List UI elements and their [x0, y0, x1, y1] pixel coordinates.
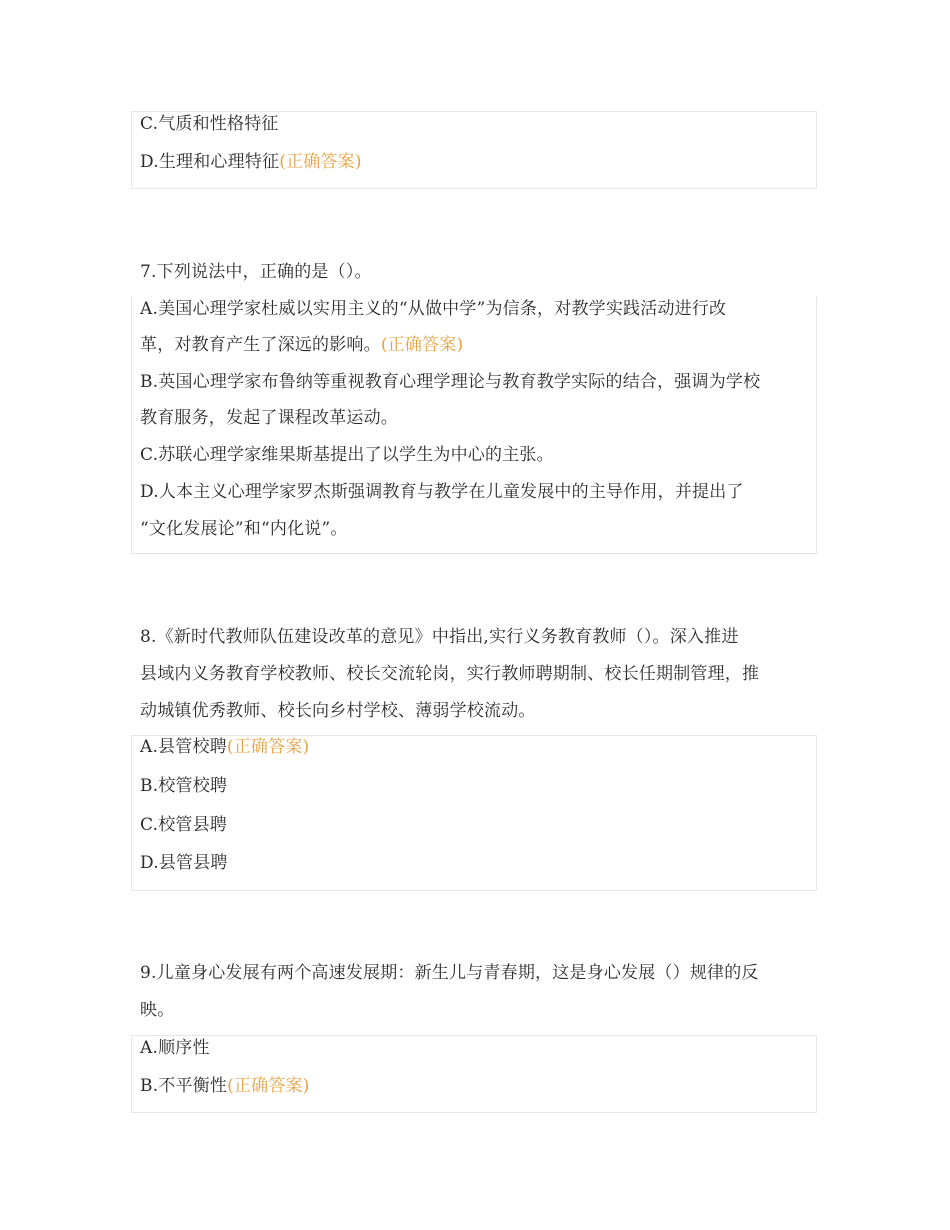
q8-question-line1: 8.《新时代教师队伍建设改革的意见》中指出,实行义务教育教师（）。深入推进	[140, 627, 739, 647]
q7-option-a-line2[interactable]	[140, 327, 816, 363]
option-text: D.县管县聘	[140, 853, 228, 873]
q9-option-b[interactable]	[140, 1068, 816, 1104]
option-text: A.县管校聘	[140, 737, 227, 757]
option-text: C.苏联心理学家维果斯基提出了以学生为中心的主张。	[140, 445, 554, 465]
q7-option-a-line1[interactable]	[140, 291, 816, 327]
correct-answer-tag: (正确答案)	[279, 152, 362, 172]
option-text: D.人本主义心理学家罗杰斯强调教育与教学在儿童发展中的主导作用，并提出了	[140, 482, 744, 502]
q7-option-c[interactable]	[140, 437, 816, 473]
option-text: B.英国心理学家布鲁纳等重视教育心理学理论与教育教学实际的结合，强调为学校	[140, 372, 761, 392]
correct-answer-tag: (正确答案)	[226, 737, 310, 757]
q9-option-a[interactable]	[140, 1030, 816, 1066]
q6-option-d[interactable]	[140, 144, 816, 180]
q8-option-d[interactable]	[140, 845, 816, 881]
q8-option-c[interactable]	[140, 807, 816, 843]
option-text: D.生理和心理特征	[140, 152, 280, 172]
option-text: A.顺序性	[140, 1038, 210, 1058]
option-text: “文化发展论”和“内化说”。	[140, 519, 348, 539]
q9-question-line2: 映。	[140, 1000, 175, 1020]
q9-question-line1: 9.儿童身心发展有两个高速发展期：新生儿与青春期，这是身心发展（）规律的反	[140, 963, 759, 983]
q7-option-d-line1[interactable]	[140, 474, 816, 510]
option-text: B.校管校聘	[140, 776, 228, 796]
option-text: C.气质和性格特征	[140, 114, 279, 134]
correct-answer-tag: (正确答案)	[380, 335, 464, 355]
q7-option-d-line2[interactable]	[140, 511, 816, 547]
q6-option-c[interactable]	[140, 106, 816, 142]
option-text: B.不平衡性	[140, 1076, 228, 1096]
option-text: 革，对教育产生了深远的影响。	[140, 335, 381, 355]
q8-option-a[interactable]	[140, 729, 816, 765]
q8-option-b[interactable]	[140, 768, 816, 804]
q8-question-line2: 县域内义务教育学校教师、校长交流轮岗，实行教师聘期制、校长任期制管理，推	[140, 664, 760, 684]
option-text: C.校管县聘	[140, 815, 228, 835]
option-text: A.美国心理学家杜威以实用主义的“从做中学”为信条，对教学实践活动进行改	[140, 299, 727, 319]
q8-question-line3: 动城镇优秀教师、校长向乡村学校、薄弱学校流动。	[140, 701, 536, 721]
q7-option-b-line1[interactable]	[140, 364, 816, 400]
q7-question: 7.下列说法中，正确的是（）。	[140, 262, 372, 282]
option-text: 教育服务，发起了课程改革运动。	[140, 408, 398, 428]
correct-answer-tag: (正确答案)	[227, 1076, 310, 1096]
q7-option-b-line2[interactable]	[140, 400, 816, 436]
